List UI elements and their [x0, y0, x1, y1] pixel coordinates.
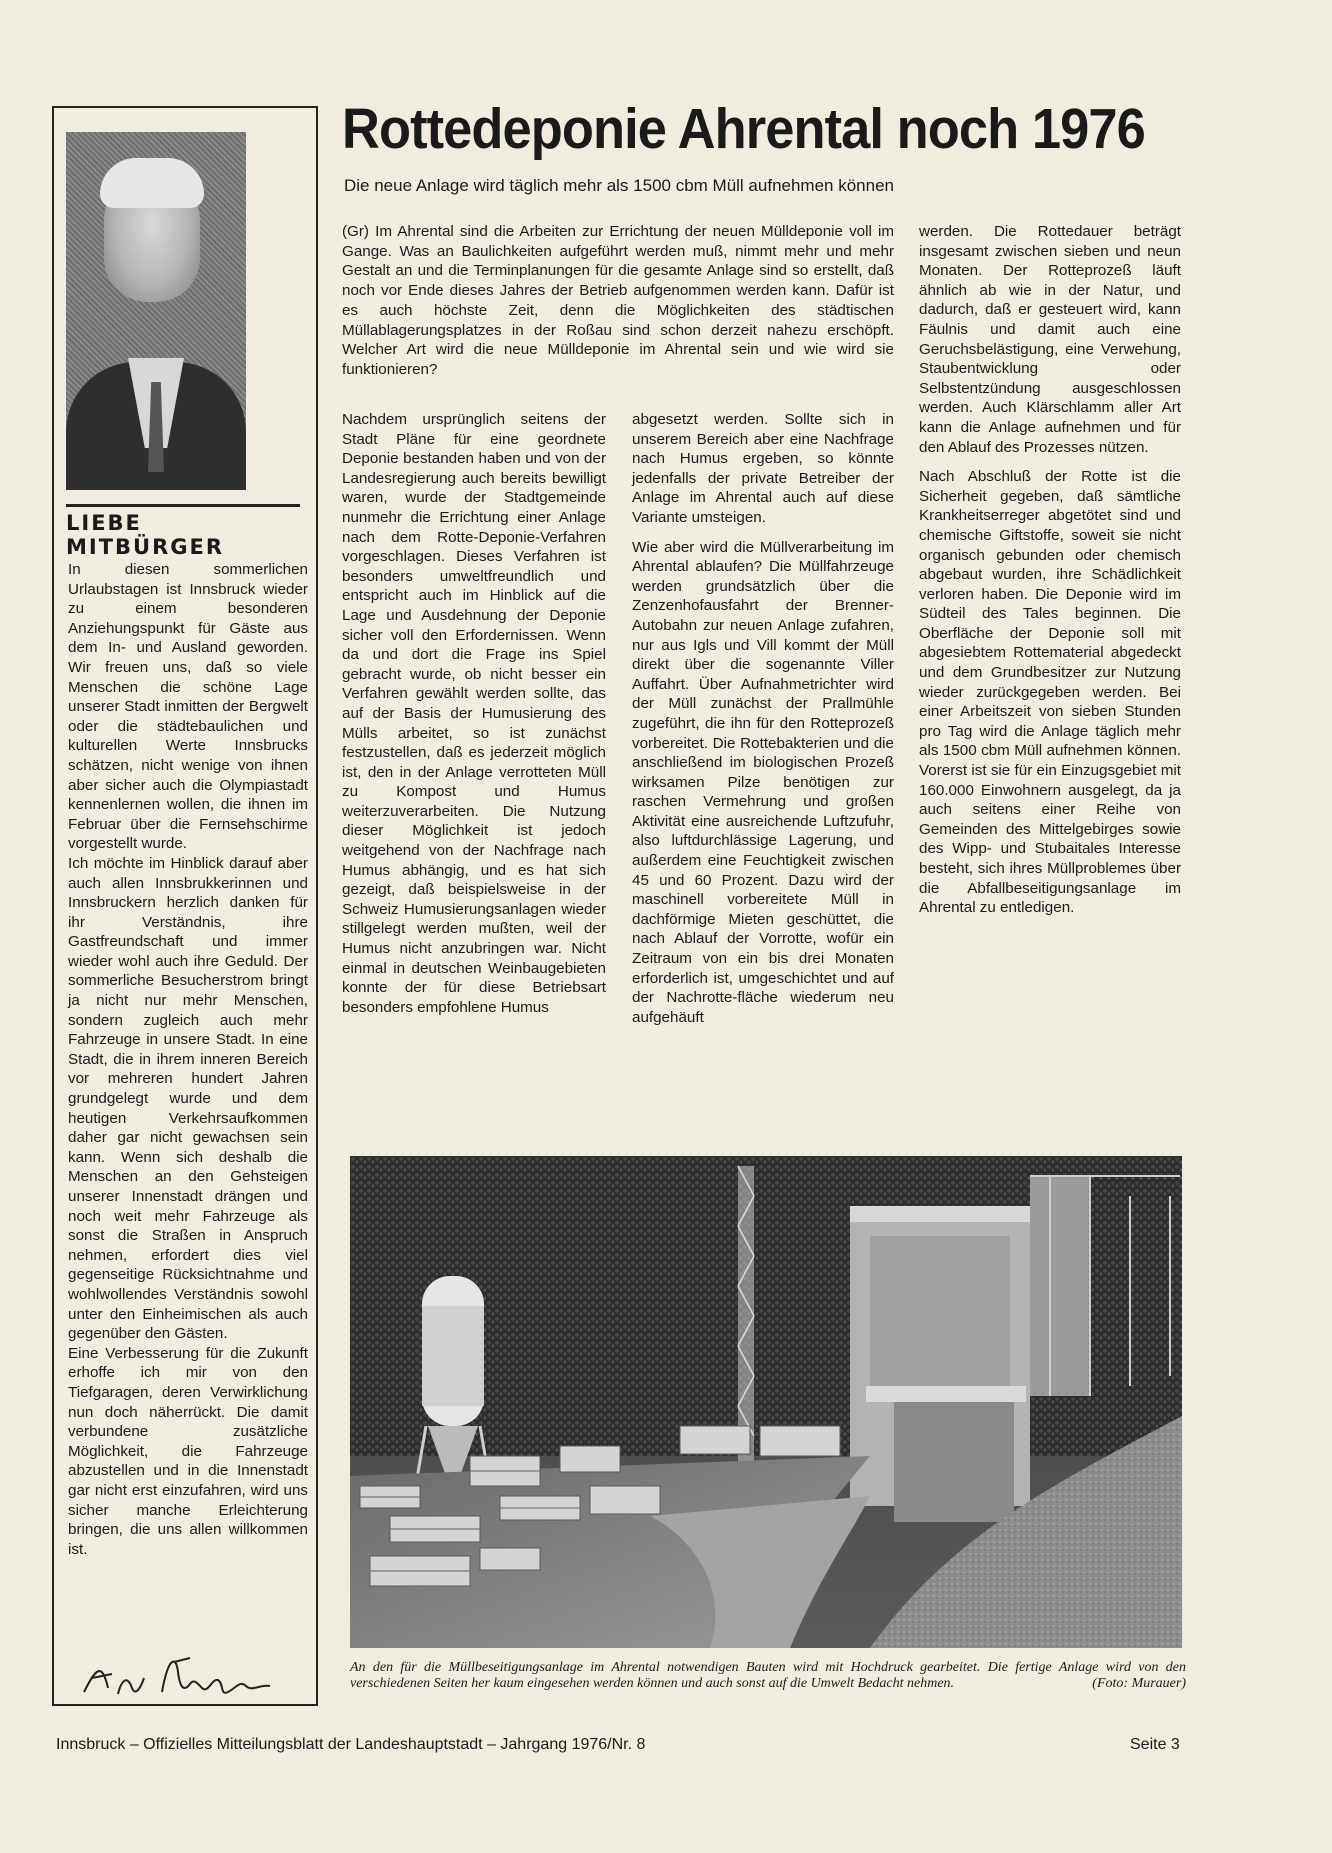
article-lead: (Gr) Im Ahrental sind die Arbeiten zur Errichtung der neuen Mülldeponie voll im Gange. Was an Baulichkeiten aufgeführt werden muß, nimmt mehr und mehr Gestalt an und die Terminplanungen für die gesamte Anlage sind so erstellt, daß noch vor Ende dieses Jahres der Betrieb aufgenommen werden kann. Dafür ist es auch höchste Zeit, denn die Möglichkeiten des städtischen Müllablagerungsplatzes in der Roßau sind schon derzeit nahezu erschöpft. Welcher Art wird die neue Mülldeponie im Ahrental sein und wie wird sie funktionieren? [342, 223, 894, 378]
footer-publication: Innsbruck – Offizielles Mitteilungsblatt der Landeshauptstadt – Jahrgang 1976/Nr. 8 [56, 1736, 646, 1753]
article-column-1 [342, 410, 606, 1017]
sidebar-letter-text [68, 560, 308, 1559]
footer-page-number: Seite 3 [1130, 1736, 1180, 1753]
sidebar-paragraph: In diesen sommerlichen Urlaubstagen ist Innsbruck wieder zu einem besonderen Anziehungspunkt für Gäste aus dem In- und Ausland geworden. Wir freuen uns, daß so viele Menschen die schöne Lage unserer Stadt inmitten der Bergwelt oder die städtebaulichen und kulturellen Werte Innsbrucks schätzen, nicht wenige von ihnen aber sicher auch die Olympiastadt kennenlernen wollen, die ihnen im Februar über die Fernsehschirme vorgestellt wurde. [68, 561, 308, 853]
photo-caption [350, 1660, 1186, 1692]
article-paragraph: Nach Abschluß der Rotte ist die Sicherheit gegeben, daß sämtliche Krankheitserreger abgetötet sind und chemische Giftstoffe, soweit sie nicht organisch gebunden oder chemisch abgebaut wurden, ihre Schädlichkeit verloren haben. Die Deponie wird im Südteil des Tales beginnen. Die Oberfläche der Deponie soll mit abgesiebtem Rottematerial abgedeckt und dem Grundbesitzer zur Nutzung wieder zurückgegeben werden. Bei einer Arbeitszeit von sieben Stunden pro Tag wird die Anlage täglich mehr als 1500 cbm Müll aufnehmen können. Vorerst ist sie für ein Einzugsgebiet mit 160.000 Einwohnern ausgelegt, da ja auch seitens einer Reihe von Gemeinden des Mittelgebirges sowie des Wipp- und Stubaitales Interesse besteht, sich ihres Müllproblemes über die Abfallbeseitigungsanlage im Ahrental zu entledigen. [919, 468, 1181, 917]
sidebar-paragraph: Ich möchte im Hinblick darauf aber auch allen Innsbrukkerinnen und Innsbruckern herzlich danken für ihr Verständnis, ihre Gastfreundschaft und immer wieder wohl auch ihre Geduld. Der sommerliche Besucherstrom bringt ja nicht nur mehr Menschen, sondern zugleich auch mehr Fahrzeuge in unsere Stadt. In eine Stadt, die in ihrem inneren Bereich vor mehreren hundert Jahren grundgelegt wurde und dem heutigen Verkehrsaufkommen daher gar nicht gewachsen sein kann. Wenn sich deshalb die Menschen an den Gehsteigen unserer Innenstadt drängen und noch weit mehr Fahrzeuge als sonst die Straßen in Anspruch nehmen, erfordert dies viel gegenseitige Rücksichtnahme und wohlwollendes Verständnis sowohl unter den Einheimischen als auch gegenüber den Gästen. [68, 854, 308, 1343]
mayor-signature [78, 1648, 288, 1708]
construction-site-photo [350, 1156, 1182, 1648]
article-column-2 [632, 410, 894, 1027]
mayor-portrait-photo [66, 132, 246, 490]
sidebar-heading: LIEBE MITBÜRGER [66, 504, 300, 559]
caption-text: An den für die Müllbeseitigungsanlage im Ahrental notwendigen Bauten wird mit Hochdruck gearbeitet. Die fertige Anlage wird von den verschiedenen Seiten her kaum eingesehen werden können und auch sonst auf die Umwelt Bedacht nehmen. [350, 1660, 1186, 1691]
article-column-3 [919, 222, 1181, 918]
sidebar-paragraph: Eine Verbesserung für die Zukunft erhoffe ich mir von den Tiefgaragen, deren Verwirklichung nun doch näherrückt. Die damit verbundene zusätzliche Möglichkeit, die Fahrzeuge abzustellen und in die Innenstadt gar nicht erst einzufahren, wird uns sicher manche Erleichterung bringen, die uns allen willkommen ist. [68, 1344, 308, 1558]
mayor-letter-box [52, 106, 318, 1706]
article-paragraph: abgesetzt werden. Sollte sich in unserem Bereich aber eine Nachfrage nach Humus ergeben, so könnte jedenfalls der private Betreiber der Anlage im Ahrental auch auf diese Variante umsteigen. [632, 411, 894, 526]
photo-credit: (Foto: Murauer) [1092, 1676, 1186, 1691]
article-paragraph: werden. Die Rottedauer beträgt insgesamt zwischen sieben und neun Monaten. Der Rotteprozeß läuft ähnlich ab wie in der Natur, und dadurch, daß er gesteuert wird, kann Fäulnis und damit auch eine Geruchsbelästigung, eine Verwehung, Staubentwicklung oder Selbstentzündung ausgeschlossen werden. Auch Klärschlamm aller Art kann die Anlage aufnehmen und für den Ablauf des Prozesses nützen. [919, 223, 1181, 456]
article-title: Rottedeponie Ahrental noch 1976 [342, 97, 1145, 161]
article-paragraph: Nachdem ursprünglich seitens der Stadt Pläne für eine geordnete Deponie bestanden haben und von der Landesregierung auch bereits bewilligt waren, wurde der Stadtgemeinde nunmehr die Errichtung einer Anlage nach dem Rotte-Deponie-Verfahren vorgeschlagen. Dieses Verfahren ist besonders umweltfreundlich und entspricht auch im Hinblick auf die Lage und Ausdehnung der Deponie sicher voll den Erfordernissen. Wenn da und dort die Frage ins Spiel gebracht wurde, ob nicht besser ein Verfahren gewählt werden sollte, das auf der Basis der Humusierung des Mülls arbeitet, so ist zunächst festzustellen, daß es jederzeit möglich ist, den in der Anlage verrotteten Müll zu Kompost und Humus weiterzuverarbeiten. Die Nutzung dieser Möglichkeit ist jedoch weitgehend von der Nachfrage nach Humus abhängig, und es hat sich gezeigt, daß beispielsweise in der Schweiz Humusierungsanlagen wieder stillgelegt werden mußten, weil der Humus nicht anzubringen war. Nicht einmal in deutschen Weinbaugebieten konnte der für diese Betriebsart besonders empfohlene Humus [342, 411, 606, 1016]
article-paragraph: Wie aber wird die Müllverarbeitung im Ahrental ablaufen? Die Müllfahrzeuge werden grundsätzlich über die Zenzenhofausfahrt der Brenner-Autobahn zur neuen Anlage zufahren, nur aus Igls und Vill kommt der Müll direkt über die sogenannte Viller Auffahrt. Über Aufnahmetrichter wird der Müll zunächst der Prallmühle zugeführt, die ihn für den Rotteprozeß vorbereitet. Die Rottebakterien und die anschließend im biologischen Prozeß wirksamen Pilze benötigen zur raschen Vermehrung und großen Aktivität eine ausreichende Luftzufuhr, also luftdurchlässige Lagerung, und außerdem eine Feuchtigkeit zwischen 45 und 60 Prozent. Dazu wird der maschinell vorbereitete Müll in dachförmige Mieten geschüttet, die nach Ablauf der Vorrotte, wofür ein Zeitraum von ein bis drei Monaten erforderlich ist, umgeschichtet und auf der Nachrotte-fläche wiederum neu aufgehäuft [632, 538, 894, 1026]
article-subtitle: Die neue Anlage wird täglich mehr als 1500 cbm Müll aufnehmen können [344, 176, 894, 195]
